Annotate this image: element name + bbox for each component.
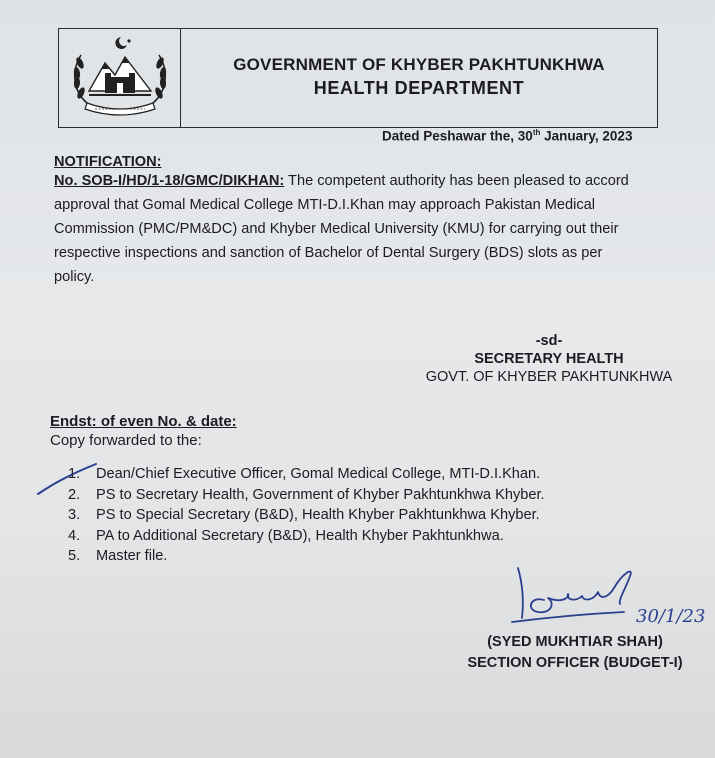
dated-suffix: January, 2023 (540, 128, 633, 144)
paragraph-line: Commission (PMC/PM&DC) and Khyber Medical University (KMU) for carrying out their (54, 221, 619, 237)
dated-prefix: Dated Peshawar the, 30 (382, 128, 533, 144)
list-number: 1. (68, 466, 81, 482)
list-text: Dean/Chief Executive Officer, Gomal Medical College, MTI-D.I.Khan. (96, 466, 541, 482)
copy-forwarded-label: Copy forwarded to the: (50, 432, 202, 449)
list-text: Master file. (96, 548, 168, 564)
secretary-title: SECRETARY HEALTH (474, 351, 624, 367)
letterhead-titles (181, 55, 657, 99)
dated-line (382, 128, 632, 144)
notification-paragraph (54, 169, 674, 289)
list-number: 5. (68, 548, 81, 564)
handwritten-date: 30/1/23 (636, 606, 706, 627)
endorsement-heading: Endst: of even No. & date: (50, 413, 237, 430)
list-item (68, 526, 545, 547)
emblem-icon (65, 33, 175, 123)
notification-body (54, 154, 674, 289)
list-item (68, 485, 545, 506)
list-number: 4. (68, 527, 81, 544)
endorsement-block (50, 413, 237, 449)
list-item (68, 546, 545, 567)
list-text: PS to Special Secretary (B&D), Health Khyber Pakhtunkhwa Khyber. (96, 507, 540, 523)
government-title: GOVERNMENT OF KHYBER PAKHTUNKHWA (233, 55, 605, 74)
paragraph-line: respective inspections and sanction of Bachelor of Dental Surgery (BDS) slots as per (54, 245, 603, 261)
department-title: HEALTH DEPARTMENT (313, 78, 525, 98)
notification-reference: No. SOB-I/HD/1-18/GMC/DIKHAN: (54, 173, 285, 189)
secretary-signature-block (404, 332, 694, 386)
list-item (68, 505, 545, 526)
notification-heading: NOTIFICATION: (54, 154, 162, 170)
list-text: PS to Secretary Health, Government of Khyber Pakhtunkhwa Khyber. (96, 486, 545, 503)
emblem-cell (59, 29, 181, 127)
handwritten-signature (504, 560, 706, 640)
letterhead (58, 28, 658, 128)
secretary-org: GOVT. OF KHYBER PAKHTUNKHWA (425, 369, 673, 385)
list-item (68, 464, 545, 485)
list-number: 2. (68, 486, 81, 503)
section-officer-block (440, 632, 710, 674)
officer-designation: SECTION OFFICER (BUDGET-I) (467, 655, 683, 671)
signed-mark: -sd- (535, 333, 563, 349)
dated-ordinal: th (532, 128, 541, 137)
paragraph-line (54, 169, 674, 193)
paragraph-line: policy. (54, 269, 95, 285)
officer-name: (SYED MUKHTIAR SHAH) (487, 634, 663, 650)
list-text: PA to Additional Secretary (B&D), Health Khyber Pakhtunkhwa. (96, 527, 504, 544)
distribution-list (68, 464, 545, 567)
paragraph-line: approval that Gomal Medical College MTI-D.I.Khan may approach Pakistan Medical (54, 197, 596, 213)
list-number: 3. (68, 507, 81, 523)
paragraph-line-text: The competent authority has been pleased to accord (284, 173, 629, 189)
